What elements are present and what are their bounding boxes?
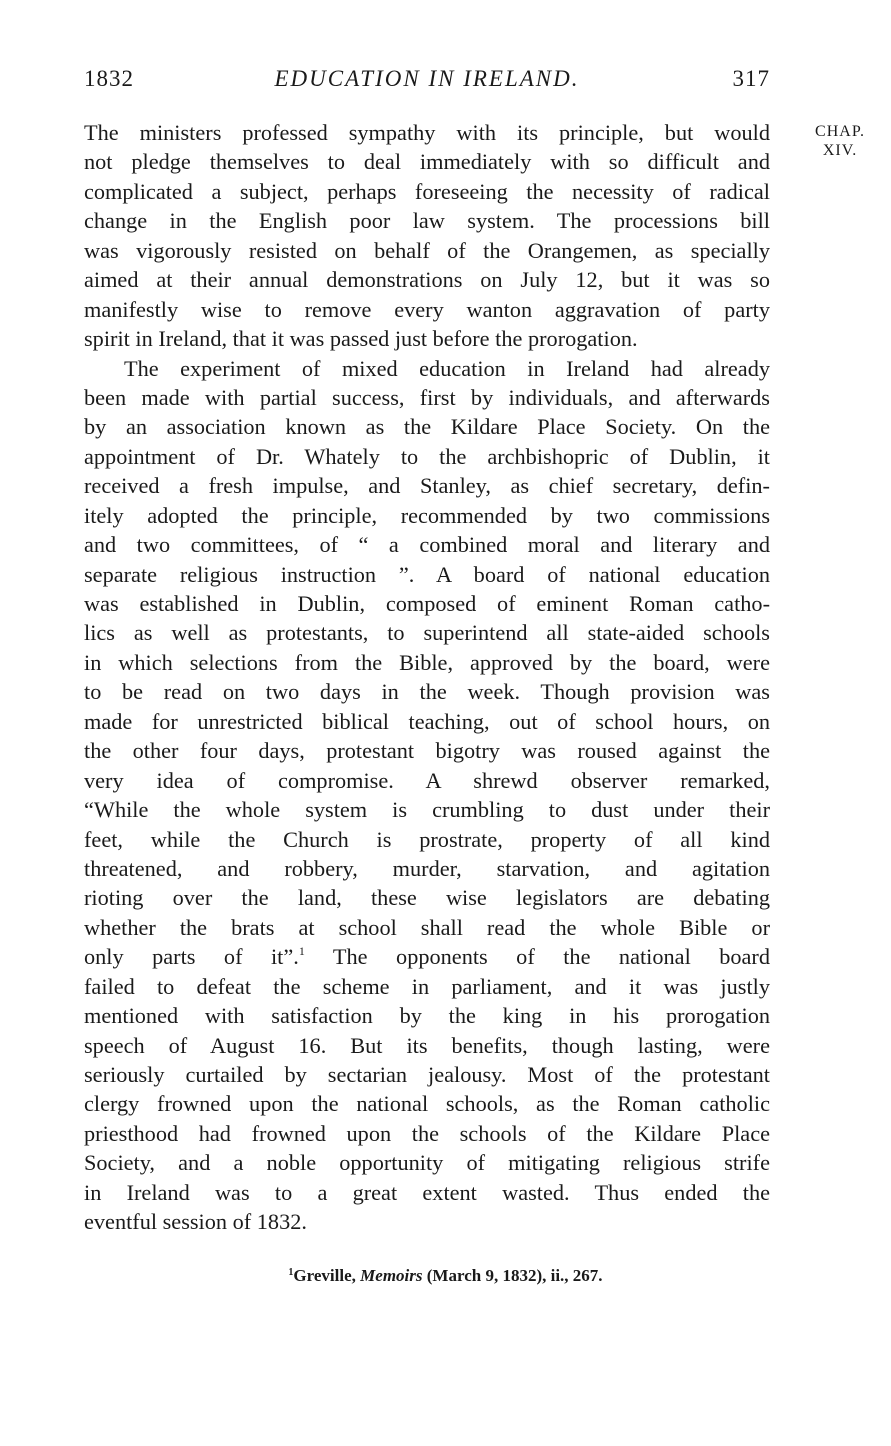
text-line: whether the brats at school shall read the whole Bible or xyxy=(84,914,770,940)
text-line: received a fresh impulse, and Stanley, as chief secretary, defin- xyxy=(84,473,770,499)
footnote-marker: 1 xyxy=(288,1267,294,1278)
text-line: mentioned with satisfaction by the king in his prorogation xyxy=(84,1003,770,1029)
margin-note-number: XIV. xyxy=(822,142,858,159)
text-line: the other four days, protestant bigotry was roused against the xyxy=(84,738,770,764)
text-line: itely adopted the principle, recommended by two commissions xyxy=(84,502,770,528)
header-year: 1832 xyxy=(84,66,134,91)
text-line: lics as well as protestants, to superintend all state-aided schools xyxy=(84,620,770,646)
text-line: failed to defeat the scheme in parliament, and it was justly xyxy=(84,973,770,999)
text-line: was vigorously resisted on behalf of the Orangemen, as specially xyxy=(84,237,770,263)
text-line: seriously curtailed by sectarian jealousy. Most of the protestant xyxy=(84,1062,770,1087)
text-line-with-footnote-ref xyxy=(84,942,770,971)
text-line: complicated a subject, perhaps foreseeing the necessity of radical xyxy=(84,178,770,204)
text-line: made for unrestricted biblical teaching, out of school hours, on xyxy=(84,708,770,734)
page-number: 317 xyxy=(732,66,770,91)
text-segment: only parts of it”. xyxy=(84,944,299,970)
text-line: The experiment of mixed education in Ireland had already xyxy=(124,355,770,381)
chapter-margin-note xyxy=(800,122,880,160)
text-line: The ministers professed sympathy with its principle, but would xyxy=(84,120,770,145)
text-segment: The opponents of the national board xyxy=(304,944,770,970)
running-header xyxy=(84,66,770,100)
text-line: clergy frowned upon the national schools, as the Roman catholic xyxy=(84,1091,770,1117)
footnote-ref: 1 xyxy=(298,944,305,959)
body-text xyxy=(84,118,770,1237)
text-line: spirit in Ireland, that it was passed just before the prorogation. xyxy=(84,326,638,352)
text-line: manifestly wise to remove every wanton aggravation of party xyxy=(84,296,770,322)
footnote-author: Greville, xyxy=(293,1266,356,1285)
footnote-work-title: Memoirs xyxy=(360,1266,423,1285)
text-line: in Ireland was to a great extent wasted. Thus ended the xyxy=(84,1179,770,1205)
text-line: Society, and a noble opportunity of mitigating religious strife xyxy=(84,1150,770,1176)
margin-note-chap: CHAP. xyxy=(815,123,865,140)
text-line: eventful session of 1832. xyxy=(84,1209,307,1235)
text-line: in which selections from the Bible, approved by the board, were xyxy=(84,649,770,675)
text-line: not pledge themselves to deal immediately with so difficult and xyxy=(84,149,770,175)
text-line: “While the whole system is crumbling to dust under their xyxy=(84,797,770,823)
text-line: speech of August 16. But its benefits, though lasting, were xyxy=(84,1032,770,1058)
text-line: appointment of Dr. Whately to the archbishopric of Dublin, it xyxy=(84,443,770,469)
text-line: very idea of compromise. A shrewd observer remarked, xyxy=(84,767,770,793)
text-line: been made with partial success, first by individuals, and afterwards xyxy=(84,384,770,410)
text-line: by an association known as the Kildare Place Society. On the xyxy=(84,414,770,440)
text-line: feet, while the Church is prostrate, property of all kind xyxy=(84,826,770,852)
footnote xyxy=(0,1266,891,1286)
text-line: to be read on two days in the week. Though provision was xyxy=(84,679,770,705)
header-title: EDUCATION IN IRELAND. xyxy=(274,66,580,91)
text-line: and two committees, of “ a combined moral and literary and xyxy=(84,532,770,558)
text-line: change in the English poor law system. The processions bill xyxy=(84,208,770,234)
text-line: priesthood had frowned upon the schools of the Kildare Place xyxy=(84,1120,770,1146)
text-line: separate religious instruction ”. A board of national education xyxy=(84,561,770,587)
text-line: aimed at their annual demonstrations on July 12, but it was so xyxy=(84,267,770,293)
text-line: threatened, and robbery, murder, starvation, and agitation xyxy=(84,855,770,881)
text-line: rioting over the land, these wise legislators are debating xyxy=(84,885,770,911)
text-line: was established in Dublin, composed of eminent Roman catho- xyxy=(84,591,770,616)
footnote-citation: (March 9, 1832), ii., 267. xyxy=(426,1266,603,1285)
